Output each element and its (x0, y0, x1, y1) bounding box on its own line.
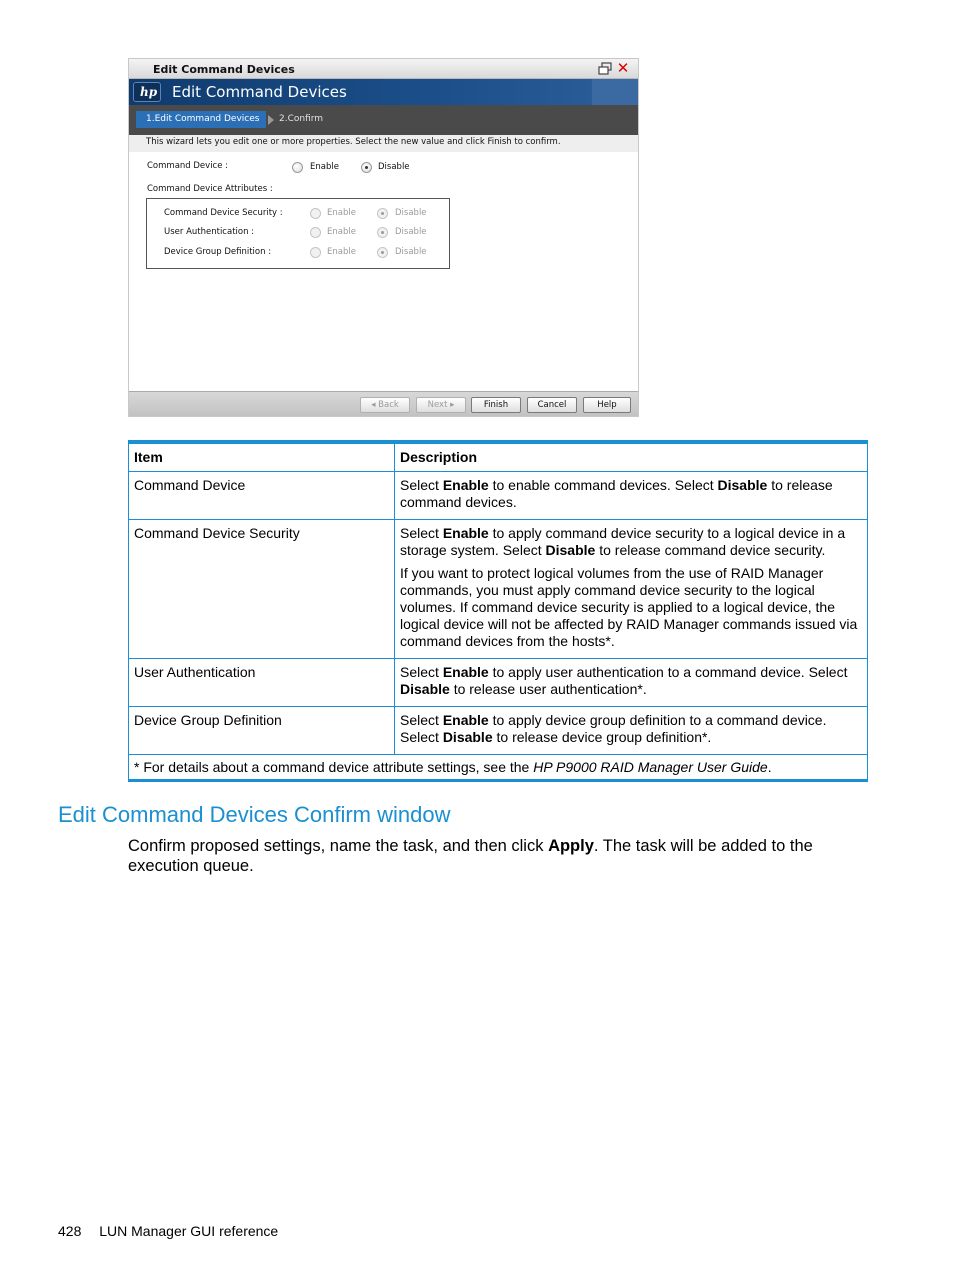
wizard-steps (129, 105, 638, 135)
text-run: to enable command devices. Select (488, 477, 718, 493)
row-item: Device Group Definition (129, 707, 395, 755)
next-button[interactable]: Next ▸ (416, 397, 466, 413)
attr-group-definition-label: Device Group Definition : (164, 247, 272, 257)
dialog-banner (129, 79, 638, 105)
text-run: . The task will be added to the execution queue. (128, 837, 813, 875)
step-confirm[interactable]: 2.Confirm (279, 114, 324, 124)
bold-term: Disable (717, 477, 768, 493)
attr-group-definition-disable-radio[interactable] (377, 247, 388, 258)
help-button[interactable]: Help (583, 397, 631, 413)
edit-command-devices-dialog (128, 58, 639, 417)
attr-group-definition-disable-label[interactable]: Disable (395, 247, 427, 257)
header-description: Description (395, 442, 868, 472)
page-section-title: LUN Manager GUI reference (99, 1223, 279, 1239)
bold-term: Enable (442, 664, 489, 680)
table-row (129, 472, 868, 520)
banner-accent (592, 79, 638, 105)
back-button[interactable]: ◂ Back (360, 397, 410, 413)
row-description (395, 520, 868, 659)
section-heading: Edit Command Devices Confirm window (58, 802, 451, 827)
section-body (128, 836, 868, 876)
attr-security-disable-label[interactable]: Disable (395, 208, 427, 218)
attr-security-disable-radio[interactable] (377, 208, 388, 219)
italic-title: HP P9000 RAID Manager User Guide (533, 759, 768, 775)
attr-security-label: Command Device Security : (164, 208, 283, 218)
window-title: Edit Command Devices (153, 63, 295, 76)
command-device-enable-radio[interactable] (292, 162, 303, 173)
text-run: to apply user authentication to a command device. Select (488, 664, 848, 680)
attr-group-definition-enable-radio[interactable] (310, 247, 321, 258)
attr-authentication-enable-label[interactable]: Enable (327, 227, 356, 237)
dialog-footer (129, 391, 638, 416)
command-device-disable-radio[interactable] (361, 162, 372, 173)
table-row (129, 520, 868, 659)
row-description (395, 472, 868, 520)
hp-logo: hp (133, 82, 161, 102)
text-run: Select (400, 477, 443, 493)
page-number: 428 (58, 1223, 82, 1239)
table-header-row (129, 442, 868, 472)
attr-group-definition-enable-label[interactable]: Enable (327, 247, 356, 257)
command-device-disable-label[interactable]: Disable (378, 162, 410, 172)
table-footnote (129, 755, 868, 781)
text-run: Select (400, 525, 443, 541)
attr-authentication-enable-radio[interactable] (310, 227, 321, 238)
bold-term: Enable (442, 477, 489, 493)
text-run: to apply device group definition to a command device. Select (400, 712, 827, 745)
table-row (129, 707, 868, 755)
bold-term: Enable (442, 525, 489, 541)
attr-authentication-disable-label[interactable]: Disable (395, 227, 427, 237)
table-footnote-row (129, 755, 868, 781)
text-run: Select (400, 664, 443, 680)
row-description (395, 659, 868, 707)
close-icon[interactable]: ✕ (616, 59, 630, 77)
restore-window-icon[interactable] (598, 62, 612, 75)
page-footer (58, 1223, 278, 1239)
row-item: Command Device (129, 472, 395, 520)
finish-button[interactable]: Finish (471, 397, 521, 413)
row-item: User Authentication (129, 659, 395, 707)
property-table (128, 440, 868, 782)
cancel-button[interactable]: Cancel (527, 397, 577, 413)
text-run: to release command devices. (400, 477, 833, 510)
banner-title: Edit Command Devices (172, 83, 347, 101)
attr-authentication-disable-radio[interactable] (377, 227, 388, 238)
attr-authentication-label: User Authentication : (164, 227, 255, 237)
step-arrow-icon (268, 115, 274, 125)
text-run: * For details about a command device attribute settings, see the (134, 759, 534, 775)
row-description-note: If you want to protect logical volumes from the use of RAID Manager commands, you must apply command device security to the logical volumes. If command device security is applied to a logical device, the logical device will not be affected by RAID Manager commands issued via command devices from the hosts*. (400, 565, 858, 649)
text-run: Select (400, 712, 443, 728)
bold-term: Apply (548, 837, 594, 855)
row-description (395, 707, 868, 755)
wizard-instructions: This wizard lets you edit one or more properties. Select the new value and click Finish to confirm. (129, 135, 638, 152)
table-row (129, 659, 868, 707)
row-item: Command Device Security (129, 520, 395, 659)
bold-term: Disable (442, 729, 493, 745)
attr-security-enable-radio[interactable] (310, 208, 321, 219)
command-device-enable-label[interactable]: Enable (310, 162, 339, 172)
command-device-label: Command Device : (147, 161, 229, 171)
bold-term: Disable (545, 542, 596, 558)
text-run: to release command device security. (595, 542, 826, 558)
dialog-titlebar (129, 59, 638, 79)
bold-term: Enable (442, 712, 489, 728)
header-item: Item (129, 442, 395, 472)
text-run: Confirm proposed settings, name the task, and then click (128, 837, 549, 855)
text-run: to apply command device security to a logical device in a storage system. Select (400, 525, 846, 558)
bold-term: Disable (400, 681, 450, 697)
attributes-label: Command Device Attributes : (147, 184, 273, 194)
text-run: to release device group definition*. (492, 729, 712, 745)
text-run: to release user authentication*. (449, 681, 647, 697)
text-run: . (767, 759, 772, 775)
attr-security-enable-label[interactable]: Enable (327, 208, 356, 218)
step-edit-command-devices[interactable]: 1.Edit Command Devices (136, 111, 266, 128)
